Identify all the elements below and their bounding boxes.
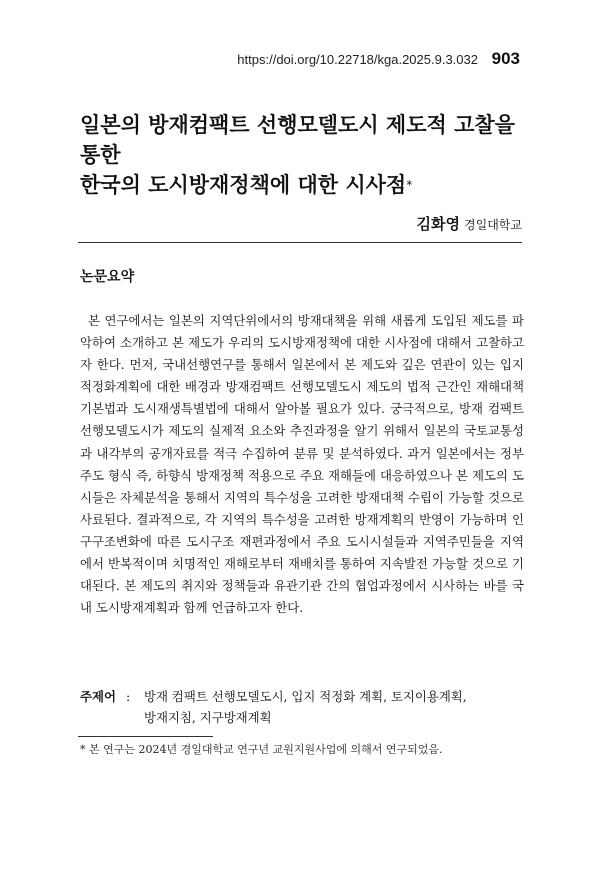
title-line-1: 일본의 방재컴팩트 선행모델도시 제도적 고찰을 통한 bbox=[80, 113, 515, 167]
footnote-text: * 본 연구는 2024년 경일대학교 연구년 교원지원사업에 의해서 연구되었음. bbox=[80, 743, 443, 756]
keywords-label: 주제어 bbox=[80, 689, 116, 704]
doi-link[interactable]: https://doi.org/10.22718/kga.2025.9.3.032 bbox=[237, 52, 478, 67]
abstract-body: 본 연구에서는 일본의 지역단위에서의 방재대책을 위해 새롭게 도입된 제도를 파악하여 소개하고 본 제도가 우리의 도시방재정책에 대한 시사점에 대해서 고찰하고자 한다. 먼저, 국내선행연구를 통해서 일본에서 본 제도와 깊은 연관이 있는 입지 적정화계획에 대한 배경과 방재컴팩트 선행모델도시 제도의 법적 근간인 재해대책기본법과 도시재생특별법에 대해서 알아볼 필요가 있다. 궁극적으로, 방재 컴팩트 선행모델도시가 제도의 실제적 요소와 추진과정을 알기 위해서 일본의 국토교통성과 내각부의 공개자료를 적극 수집하여 분류 및 분석하였다. 과거 일본에서는 정부주도 형식 즉, 하향식 방재정책 적용으로 주요 재해들에 대응하였으나 본 제도의 도시들은 자체분석을 통해서 지역의 특수성을 고려한 방재대책 수립이 가능할 것으로 사료된다. 결과적으로, 각 지역의 특수성을 고려한 방재계획의 반영이 가능하며 인구구조변화에 따른 도시구조 재편과정에서 주요 도시시설들과 지역주민들을 지역에서 반복적이며 치명적인 재해로부터 재배치를 통하여 지속발전 가능할 것으로 기대된다. 본 제도의 취지와 정책들과 유관기관 간의 협업과정에서 시사하는 바를 국내 도시방재계획과 함께 언급하고자 한다. bbox=[80, 313, 524, 616]
title-line-2 bbox=[80, 170, 540, 200]
abstract-heading: 논문요약 bbox=[80, 269, 135, 285]
title-line-2-text: 한국의 도시방재정책에 대한 시사점 bbox=[80, 173, 407, 197]
author-affiliation: 경일대학교 bbox=[464, 218, 522, 232]
footnote-mark: * bbox=[406, 178, 413, 192]
author-name: 김화영 bbox=[416, 215, 461, 233]
keywords-colon: : bbox=[126, 689, 131, 704]
keywords-line-1: 방재 컴팩트 선행모델도시, 입지 적정화 계획, 토지이용계획, bbox=[144, 689, 467, 704]
author-block bbox=[417, 213, 522, 234]
keywords-line-2: 방재지침, 지구방재계획 bbox=[144, 710, 272, 725]
footnote-divider bbox=[78, 736, 213, 737]
paper-title bbox=[80, 110, 540, 200]
header-divider bbox=[78, 242, 522, 243]
page-number: 903 bbox=[491, 49, 520, 68]
keywords-text bbox=[144, 686, 529, 728]
